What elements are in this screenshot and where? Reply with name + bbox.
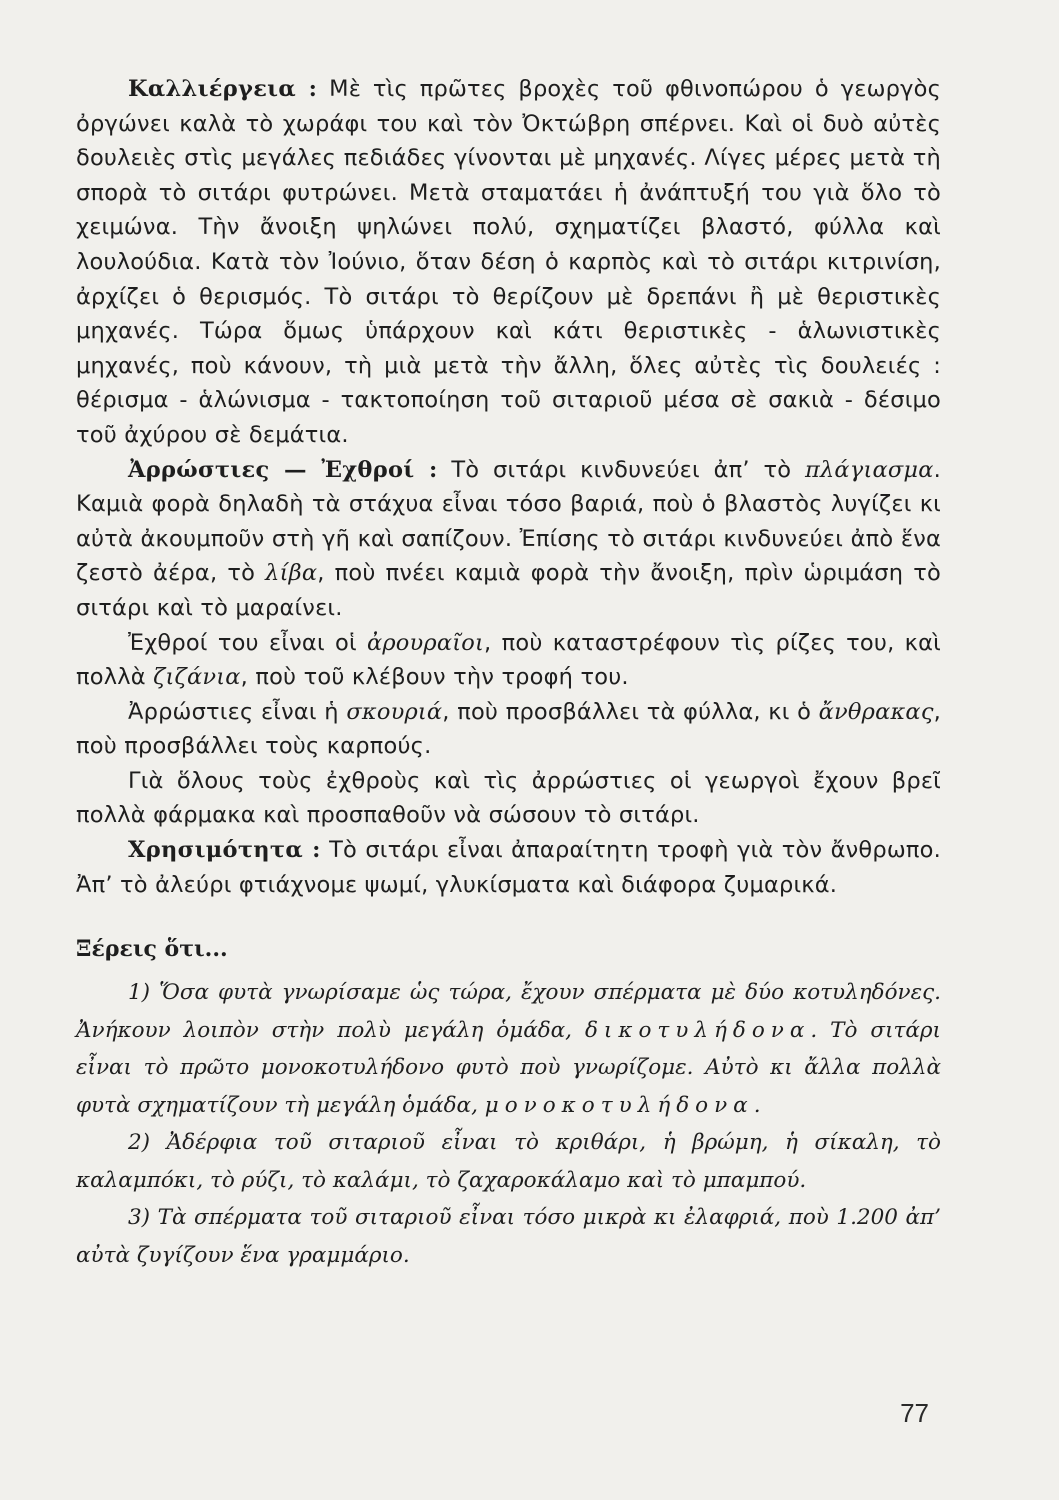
illnesses-text-1: Ἀρρώστιες εἶναι ἡ: [128, 698, 347, 725]
term-weeds: ζιζάνια: [153, 664, 241, 691]
term-field-mice: ἀρουραῖοι: [366, 629, 485, 656]
fact-1-text-3: .: [753, 1092, 761, 1118]
fact-2: 2) Ἀδέρφια τοῦ σιταριοῦ εἶναι τὸ κριθάρι, ἡ βρώμη, ἡ σίκαλη, τὸ καλαμπόκι, τὸ ρύζι, τὸ καλάμι, τὸ ζαχαροκάλαμο καὶ τὸ μπαμπού.: [76, 1130, 941, 1193]
fact-3: 3) Τὰ σπέρματα τοῦ σιταριοῦ εἶναι τόσο μικρὰ κι ἐλαφριά, ποὺ 1.200 ἀπ’ αὐτὰ ζυγίζουν ἕνα γραμμάριο.: [76, 1205, 941, 1268]
illnesses-paragraph: [76, 695, 941, 764]
term-rust: σκουριά: [346, 698, 443, 725]
fact-1-text-1: 1) Ὅσα φυτὰ γνωρίσαμε ὡς τώρα, ἔχουν σπέρματα μὲ δύο κοτυληδόνες. Ἀνήκουν λοιπὸν στὴν πολὺ μεγάλη ὁμάδα,: [76, 980, 941, 1043]
remedies-paragraph: Γιὰ ὅλους τοὺς ἐχθροὺς καὶ τὶς ἀρρώστιες οἱ γεωργοὶ ἔχουν βρεῖ πολλὰ φάρμακα καὶ προσπαθοῦν νὰ σώσουν τὸ σιτάρι.: [76, 767, 941, 829]
illnesses-text-3: , ποὺ προσβάλλει τοὺς καρπούς.: [76, 698, 941, 760]
fact-1-text-2: . Τὸ σιτάρι εἶναι τὸ πρῶτο μονοκοτυλήδονο φυτὸ ποὺ γνωρίζομε. Αὐτὸ κι ἄλλα πολλὰ φυτὰ σχηματίζουν τὴ μεγάλη ὁμάδα,: [76, 1017, 941, 1118]
cultivation-paragraph: [76, 72, 941, 453]
term-anthrax: ἄνθρακας: [818, 698, 934, 725]
term-lodging: πλάγιασμα: [804, 456, 934, 483]
did-you-know-title: Ξέρεις ὅτι...: [76, 936, 228, 963]
usefulness-heading: Χρησιμότητα :: [128, 837, 321, 864]
enemies-text-1: Ἐχθροί του εἶναι οἱ: [128, 629, 367, 656]
enemies-text-3: , ποὺ τοῦ κλέβουν τὴν τροφή του.: [240, 664, 629, 691]
cultivation-text: Μὲ τὶς πρῶτες βροχὲς τοῦ φθινοπώρου ὁ γεωργὸς ὀργώνει καλὰ τὸ χωράφι του καὶ τὸν Ὀκτώβρη σπέρνει. Καὶ οἱ δυὸ αὐτὲς δουλειὲς στὶς μεγάλες πεδιάδες γίνονται μὲ μηχανές. Λίγες μέρες μετὰ τὴ σπορὰ τὸ σιτάρι φυτρώνει. Μετὰ σταματάει ἡ ἀνάπτυξή του γιὰ ὅλο τὸ χειμώνα. Τὴν ἄνοιξη ψηλώνει πολύ, σχηματίζει βλαστό, φύλλα καὶ λουλούδια. Κατὰ τὸν Ἰούνιο, ὅταν δέση ὁ καρπὸς καὶ τὸ σιτάρι κιτρινίση, ἀρχίζει ὁ θερισμός. Τὸ σιτάρι τὸ θερίζουν μὲ δρεπάνι ἢ μὲ θεριστικὲς μηχανές. Τώρα ὅμως ὑπάρχουν καὶ κάτι θεριστικὲς - ἁλωνιστικὲς μηχανές, ποὺ κάνουν, τὴ μιὰ μετὰ τὴν ἄλλη, ὅλες αὐτὲς τὶς δουλειές : θέρισμα - ἁλώνισμα - τακτοποίηση τοῦ σιταριοῦ μέσα σὲ σακιὰ - δέσιμο τοῦ ἀχύρου σὲ δεμάτια.: [76, 76, 941, 448]
diseases-text-1: Τὸ σιτάρι κινδυνεύει ἀπ’ τὸ: [437, 456, 805, 483]
diseases-heading: Ἀρρώστιες — Ἐχθροί :: [128, 456, 438, 483]
diseases-text-3: , ποὺ πνέει καμιὰ φορὰ τὴν ἄνοιξη, πρὶν ὡριμάση τὸ σιτάρι καὶ τὸ μαραίνει.: [76, 560, 941, 621]
term-monocot: μονοκοτυλήδονα: [484, 1092, 754, 1118]
usefulness-text: Τὸ σιτάρι εἶναι ἀπαραίτητη τροφὴ γιὰ τὸν ἄνθρωπο. Ἀπ’ τὸ ἀλεύρι φτιάχνομε ψωμί, γλυκίσματα καὶ διάφορα ζυμαρικά.: [76, 837, 941, 898]
term-dicot: δικοτυλήδονα: [584, 1017, 811, 1043]
enemies-paragraph: [76, 626, 941, 695]
page-number: 77: [900, 1398, 929, 1428]
usefulness-paragraph: [76, 833, 941, 902]
illnesses-text-2: , ποὺ προσβάλλει τὰ φύλλα, κι ὁ: [442, 698, 819, 725]
diseases-text-2: . Καμιὰ φορὰ δηλαδὴ τὰ στάχυα εἶναι τόσο βαριά, ποὺ ὁ βλαστὸς λυγίζει κι αὐτὰ ἀκουμποῦν στὴ γῆ καὶ σαπίζουν. Ἐπίσης τὸ σιτάρι κινδυνεύει ἀπὸ ἕνα ζεστὸ ἀέρα, τὸ: [76, 456, 941, 587]
section-spacer: [76, 902, 941, 932]
term-wind: λίβα: [265, 560, 318, 587]
fact-1: [76, 974, 941, 1124]
enemies-text-2: , ποὺ καταστρέφουν τὶς ρίζες του, καὶ πολλὰ: [76, 629, 941, 691]
cultivation-heading: Καλλιέργεια :: [128, 76, 318, 102]
diseases-paragraph: [76, 453, 941, 626]
